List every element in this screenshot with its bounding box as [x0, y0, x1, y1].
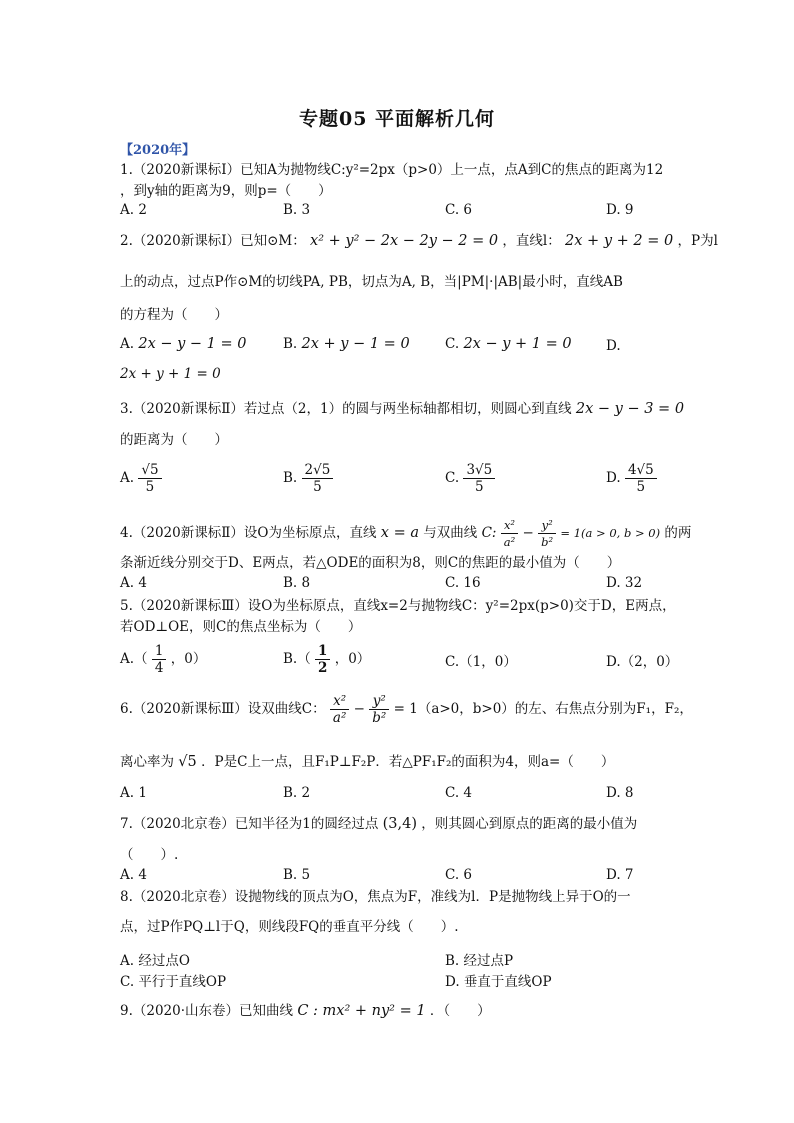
- text-segment: 与双曲线: [423, 525, 478, 541]
- option-label: B.: [283, 470, 298, 486]
- fraction: [463, 462, 495, 495]
- numerator: 1: [315, 643, 330, 660]
- option-d: D. 32: [606, 575, 643, 591]
- fraction: [315, 643, 330, 676]
- option-equation: 2x − y + 1 = 0: [463, 336, 572, 352]
- option-c: C. 16: [445, 575, 481, 591]
- curve-name: C:: [481, 525, 497, 541]
- fraction: [501, 517, 518, 550]
- denominator: 5: [313, 479, 322, 495]
- option-c: C. 6: [445, 202, 473, 218]
- option-label: B.: [283, 336, 298, 352]
- text-segment: = 1（a>0，b>0）的左、右焦点分别为F₁，F₂，: [393, 701, 693, 717]
- line-equation: 2x + y + 2 = 0: [565, 233, 674, 249]
- question-text: 上的动点，过点P作⊙M的切线PA, PB，切点为A, B，当|PM|·|AB|最小时，直线AB: [120, 274, 623, 290]
- option-d: D.: [606, 338, 621, 354]
- text-segment: ，P为l: [677, 233, 718, 249]
- text-segment: 9.（2020·山东卷）已知曲线: [120, 1003, 294, 1019]
- question-text: 1.（2020新课标Ⅰ）已知A为抛物线C:y²=2px（p>0）上一点，点A到C的焦点的距离为12: [120, 162, 664, 178]
- option-b: B. 5: [283, 867, 311, 883]
- option-c: C. 6: [445, 867, 473, 883]
- question-text: 的方程为（ ）: [120, 307, 228, 323]
- option-tail: ，0）: [334, 651, 371, 667]
- text-segment: ．P是C上一点，且F₁P⊥F₂P．若△PF₁F₂的面积为4，则a=（ ）: [201, 754, 615, 770]
- option-c: C. 平行于直线OP: [120, 974, 227, 990]
- numerator: 3√5: [463, 462, 495, 479]
- option-a: [120, 336, 247, 352]
- option-label: A.: [120, 470, 135, 486]
- option-a: A. 4: [120, 575, 147, 591]
- option-c: [445, 462, 495, 495]
- denominator: a²: [503, 535, 516, 549]
- text-segment: 2.（2020新课标Ⅰ）已知⊙M：: [120, 233, 306, 249]
- numerator: √5: [138, 462, 161, 479]
- question-text: 点，过P作PQ⊥l于Q，则线段FQ的垂直平分线（ ）.: [120, 919, 459, 935]
- section-heading: 【2020年】: [120, 143, 196, 158]
- line-equation: x = a: [380, 525, 419, 541]
- option-a: [120, 643, 206, 676]
- circle-equation: x² + y² − 2x − 2y − 2 = 0: [310, 233, 499, 249]
- fraction: [625, 462, 657, 495]
- numerator: 4√5: [625, 462, 657, 479]
- question-text: [120, 399, 684, 419]
- option-d: D. 9: [606, 202, 634, 218]
- option-equation: 2x − y − 1 = 0: [138, 336, 247, 352]
- equation-tail: = 1(a > 0, b > 0): [560, 526, 661, 540]
- point-coordinates: (3,4): [382, 816, 417, 832]
- question-text: [120, 231, 718, 251]
- sqrt-value: √5: [178, 754, 197, 770]
- denominator: 4: [154, 660, 164, 676]
- denominator: 5: [636, 479, 646, 495]
- fraction: [538, 517, 556, 550]
- numerator: 1: [152, 643, 167, 660]
- option-d: D. 垂直于直线OP: [445, 974, 552, 990]
- numerator: y²: [538, 517, 556, 534]
- denominator: 5: [475, 479, 484, 495]
- option-b: [283, 336, 410, 352]
- denominator: 2: [318, 660, 328, 676]
- option-label: B.（: [283, 651, 311, 667]
- fraction: [302, 462, 334, 495]
- fraction: [138, 462, 161, 495]
- text-segment: 3.（2020新课标Ⅱ）若过点（2，1）的圆与两坐标轴都相切，则圆心到直线: [120, 401, 572, 417]
- question-text: 5.（2020新课标Ⅲ）设O为坐标原点，直线x=2与抛物线C：y²=2px(p>0)交于D，E两点，: [120, 598, 676, 614]
- option-a: A. 1: [120, 785, 147, 801]
- question-text: 的距离为（ ）: [120, 432, 228, 448]
- option-tail: ，0）: [170, 651, 207, 667]
- fraction: [369, 693, 389, 726]
- text-segment: ，直线l：: [502, 233, 561, 249]
- option-c: [445, 336, 572, 352]
- option-label: D.: [606, 470, 621, 486]
- denominator: 5: [145, 479, 155, 495]
- question-text: （ ）.: [120, 847, 179, 863]
- numerator: x²: [330, 693, 349, 710]
- text-segment: 的两: [664, 525, 692, 541]
- text-segment: ，则其圆心到原点的距离的最小值为: [421, 816, 638, 832]
- option-a: A. 2: [120, 202, 147, 218]
- option-a: [120, 462, 162, 495]
- question-text: [120, 1001, 491, 1021]
- text-segment: 4.（2020新课标Ⅱ）设O为坐标原点，直线: [120, 525, 377, 541]
- question-text: [120, 517, 691, 550]
- question-text: ，到y轴的距离为9，则p=（ ）: [120, 183, 332, 199]
- option-d: D. 7: [606, 867, 634, 883]
- option-c: C.（1，0）: [445, 654, 517, 670]
- denominator: b²: [372, 710, 387, 726]
- line-equation: 2x − y − 3 = 0: [575, 401, 685, 417]
- minus-sign: −: [522, 525, 534, 541]
- fraction: [152, 643, 167, 676]
- option-label: C.: [445, 336, 460, 352]
- option-d: D.（2，0）: [606, 654, 679, 670]
- option-label: A.: [120, 336, 135, 352]
- minus-sign: −: [353, 701, 365, 717]
- option-b: [283, 462, 333, 495]
- text-segment: ．（ ）: [429, 1003, 491, 1019]
- option-b: B. 2: [283, 785, 311, 801]
- option-b: B. 8: [283, 575, 311, 591]
- denominator: a²: [332, 710, 347, 726]
- question-text: 8.（2020北京卷）设抛物线的顶点为O，焦点为F，准线为l．P是抛物线上异于O的一: [120, 889, 631, 905]
- numerator: y²: [369, 693, 389, 710]
- option-c: C. 4: [445, 785, 473, 801]
- option-b: B. 3: [283, 202, 311, 218]
- option-d: D. 8: [606, 785, 634, 801]
- curve-equation: C : mx² + ny² = 1: [297, 1003, 426, 1019]
- numerator: 2√5: [302, 462, 334, 479]
- text-segment: 6.（2020新课标Ⅲ）设双曲线C：: [120, 701, 326, 717]
- page-title: 专题05 平面解析几何: [298, 108, 496, 130]
- option-d-equation: 2x + y + 1 = 0: [120, 366, 221, 382]
- question-text: [120, 752, 614, 772]
- fraction: [330, 693, 349, 726]
- question-text: 条渐近线分别交于D、E两点，若△ODE的面积为8，则C的焦距的最小值为（ ）: [120, 555, 621, 571]
- option-b: [283, 643, 370, 676]
- option-label: A.（: [120, 651, 148, 667]
- question-text: 若OD⊥OE，则C的焦点坐标为（ ）: [120, 619, 362, 635]
- text-segment: 7.（2020北京卷）已知半径为1的圆经过点: [120, 816, 379, 832]
- question-text: [120, 814, 637, 834]
- option-label: C.: [445, 470, 460, 486]
- numerator: x²: [501, 517, 518, 534]
- option-d: [606, 462, 657, 495]
- denominator: b²: [541, 535, 554, 549]
- option-equation: 2x + y − 1 = 0: [301, 336, 410, 352]
- option-b: B. 经过点P: [445, 953, 514, 969]
- question-text: [120, 693, 693, 726]
- option-a: A. 4: [120, 867, 147, 883]
- text-segment: 离心率为: [120, 754, 174, 770]
- option-a: A. 经过点O: [120, 953, 190, 969]
